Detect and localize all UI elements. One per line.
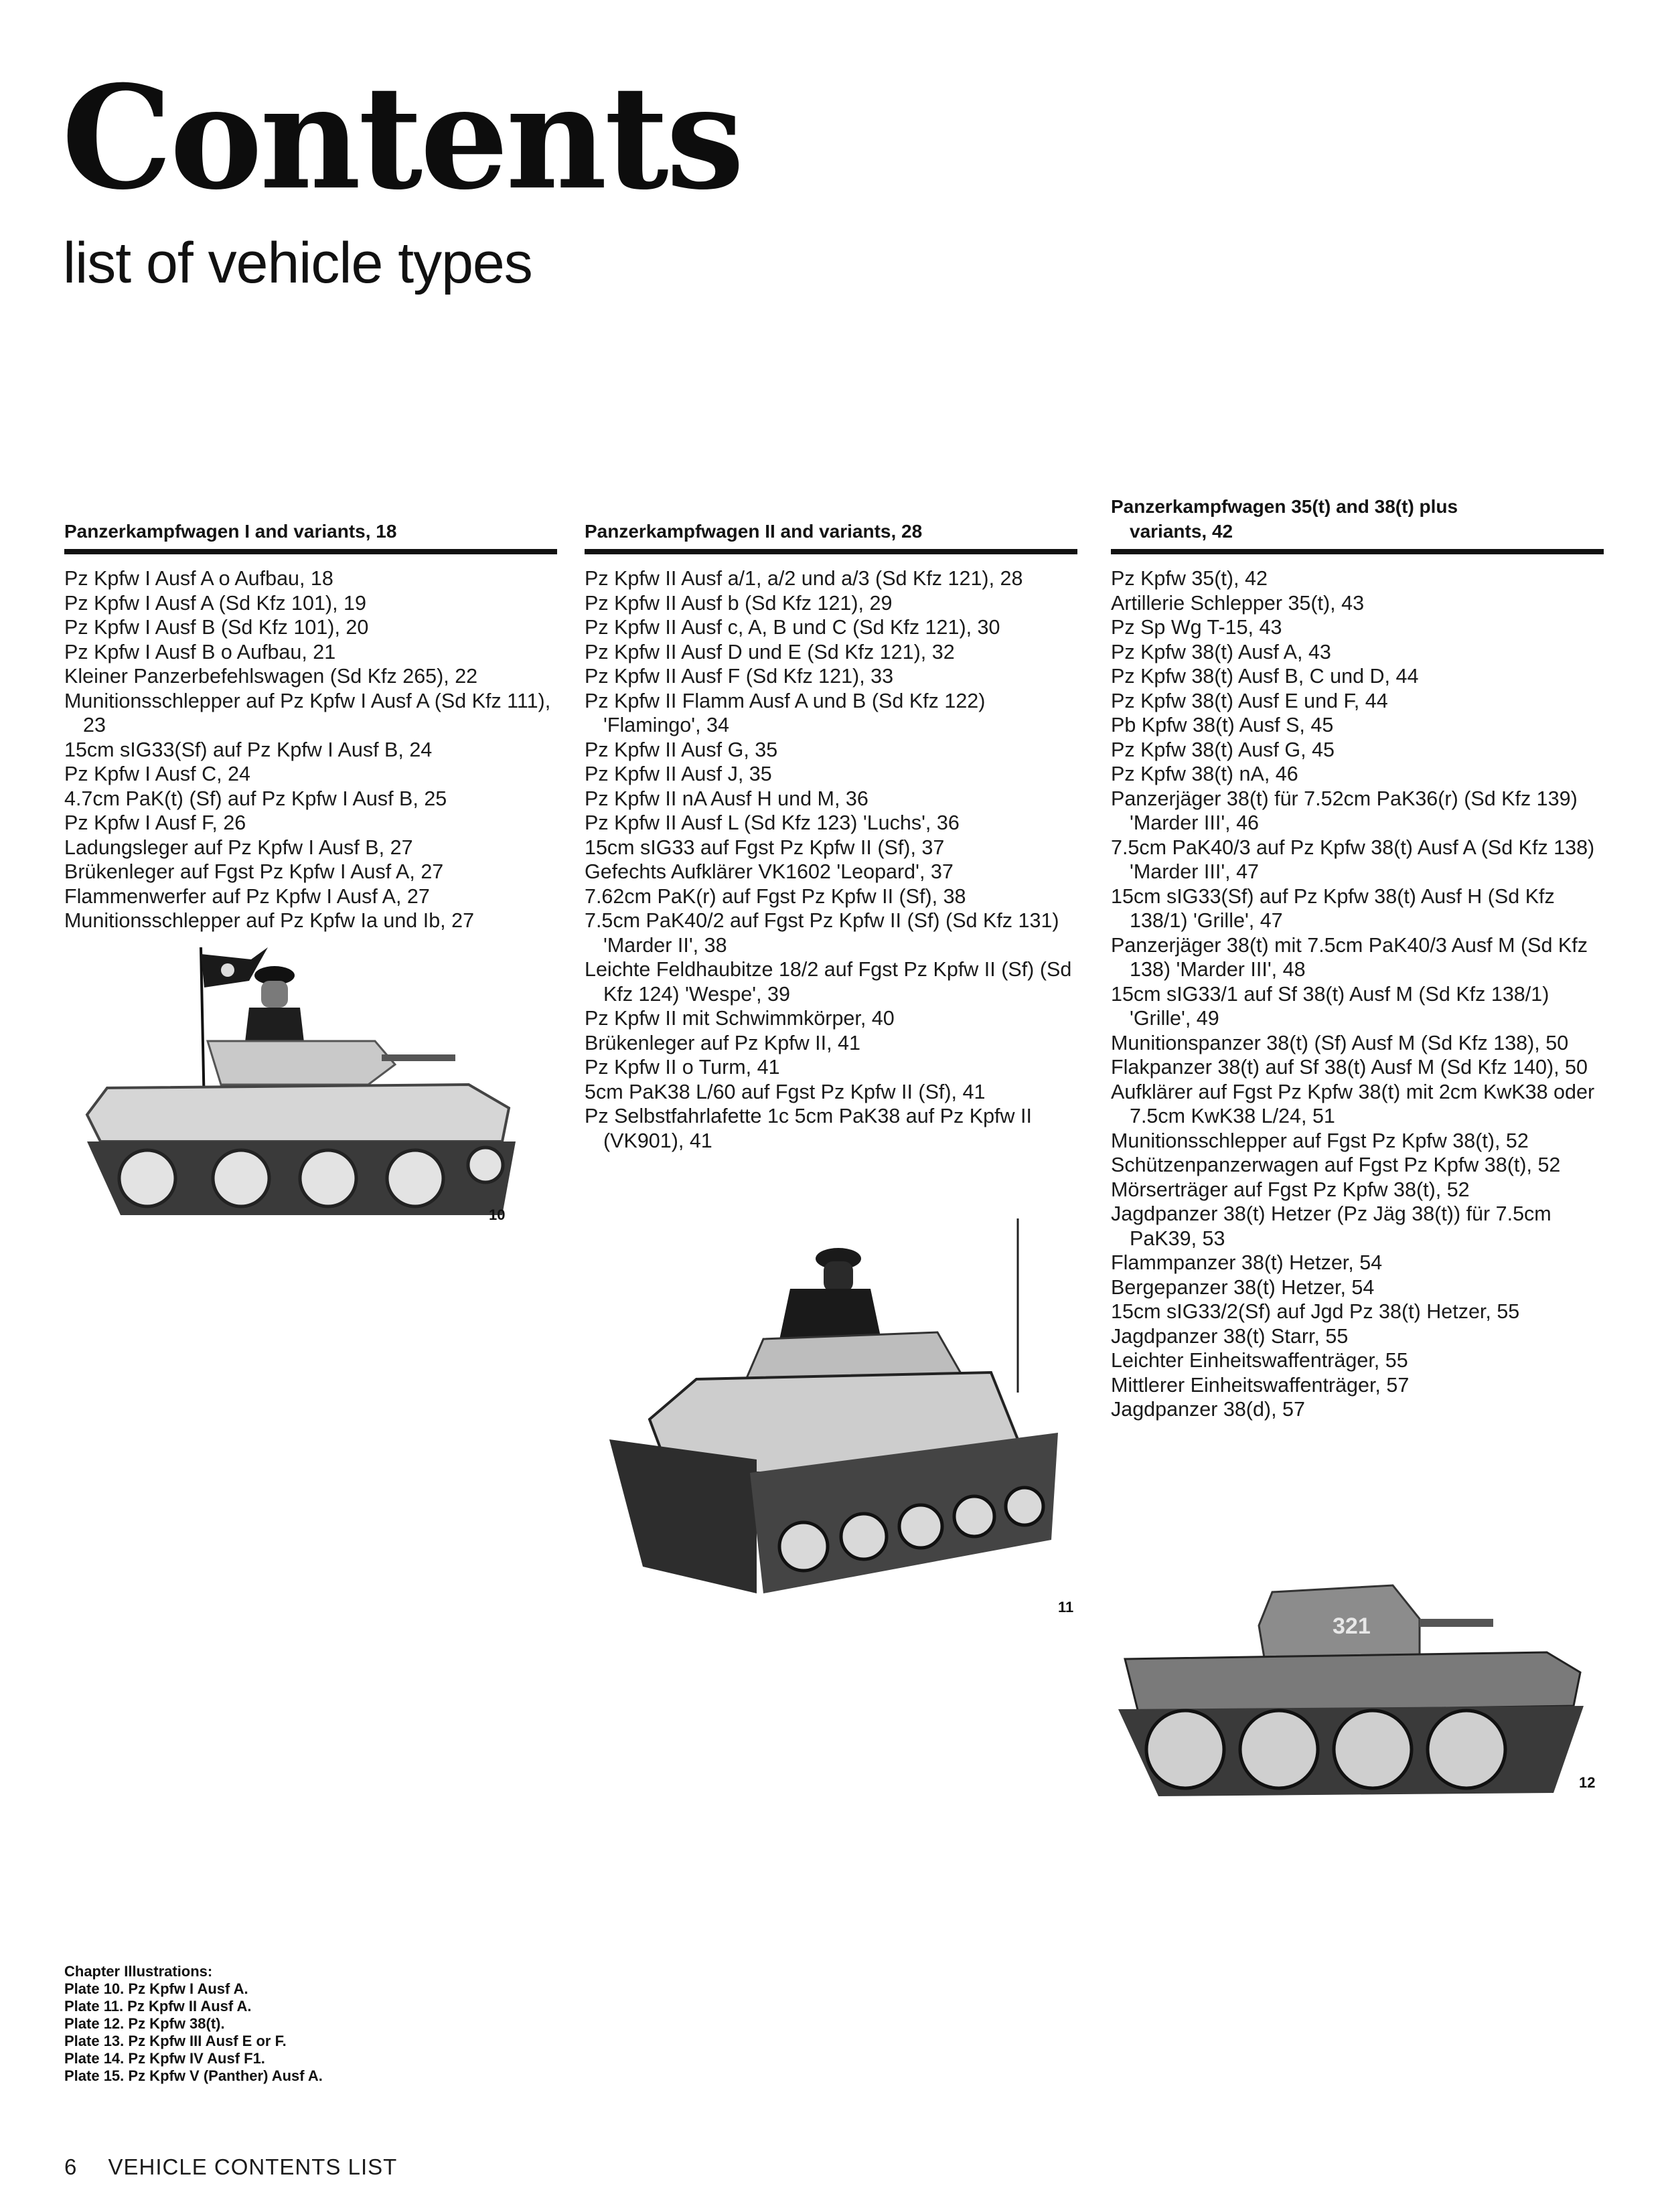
contents-entry: Pz Kpfw II Ausf F (Sd Kfz 121), 33 [585,665,894,688]
contents-entry: Pb Kpfw 38(t) Ausf S, 45 [1111,714,1334,736]
contents-column-pz38t [1111,489,1604,1422]
contents-entry: Brükenleger auf Pz Kpfw II, 41 [585,1031,860,1054]
contents-entry: Leichte Feldhaubitze 18/2 auf Fgst Pz Kpfw II (Sf) (Sd Kfz 124) 'Wespe', 39 [585,958,1072,1006]
contents-entry: Aufklärer auf Fgst Pz Kpfw 38(t) mit 2cm KwK38 oder 7.5cm KwK38 L/24, 51 [1111,1080,1595,1127]
contents-entry: Pz Kpfw II nA Ausf H und M, 36 [585,787,868,810]
contents-entry: 5cm PaK38 L/60 auf Fgst Pz Kpfw II (Sf), 41 [585,1080,986,1103]
flag-emblem [221,963,234,977]
contents-column-pz1 [64,489,557,933]
contents-entry: Schützenpanzerwagen auf Fgst Pz Kpfw 38(t), 52 [1111,1154,1561,1176]
hull [87,1085,509,1141]
plate-number-12: 12 [1579,1774,1596,1791]
contents-entry: 7.5cm PaK40/2 auf Fgst Pz Kpfw II (Sf) (Sd Kfz 131) 'Marder II', 38 [585,909,1059,957]
contents-entry: 15cm sIG33 auf Fgst Pz Kpfw II (Sf), 37 [585,836,945,859]
crewman-head [824,1261,853,1292]
column-heading-text: Panzerkampfwagen I and variants, 18 [64,521,397,542]
plate-12-tank-illustration [1112,1572,1594,1800]
column-heading [1111,489,1604,554]
contents-entry: Flakpanzer 38(t) auf Sf 38(t) Ausf M (Sd Kfz 140), 50 [1111,1056,1588,1079]
contents-entry: Pz Kpfw II Flamm Ausf A und B (Sd Kfz 122) 'Flamingo', 34 [585,689,986,736]
contents-entry: Gefechts Aufklärer VK1602 'Leopard', 37 [585,860,954,883]
contents-entry: 7.5cm PaK40/3 auf Pz Kpfw 38(t) Ausf A (Sd Kfz 138) 'Marder III', 47 [1111,836,1595,883]
contents-entry: Pz Kpfw II Ausf L (Sd Kfz 123) 'Luchs', 36 [585,811,960,834]
contents-entry: Mittlerer Einheitswaffenträger, 57 [1111,1373,1410,1397]
contents-entry: Jagdpanzer 38(d), 57 [1111,1398,1305,1421]
contents-entry: 15cm sIG33/2(Sf) auf Jgd Pz 38(t) Hetzer, 55 [1111,1300,1520,1323]
contents-entry: Pz Selbstfahrlafette 1c 5cm PaK38 auf Pz Kpfw II (VK901), 41 [585,1105,1032,1152]
contents-entry: Flammpanzer 38(t) Hetzer, 54 [1111,1251,1383,1274]
plate-number-10: 10 [489,1206,506,1223]
contents-entry: Pz Kpfw II Ausf a/1, a/2 und a/3 (Sd Kfz 121), 28 [585,567,1023,590]
caption-line: Plate 11. Pz Kpfw II Ausf A. [64,1998,252,2014]
contents-entry: Pz Kpfw I Ausf B o Aufbau, 21 [64,640,336,663]
contents-entry: Leichter Einheitswaffenträger, 55 [1111,1349,1408,1372]
contents-entry: Pz Kpfw 38(t) Ausf A, 43 [1111,640,1331,663]
contents-entry: 15cm sIG33/1 auf Sf 38(t) Ausf M (Sd Kfz 138/1) 'Grille', 49 [1111,982,1549,1030]
chapter-illustrations-captions [64,1963,323,2085]
contents-entry: Pz Kpfw II o Turm, 41 [585,1056,780,1079]
contents-entry: Flammenwerfer auf Pz Kpfw I Ausf A, 27 [64,884,430,908]
contents-entry: 4.7cm PaK(t) (Sf) auf Pz Kpfw I Ausf B, 25 [64,787,447,810]
caption-line: Plate 12. Pz Kpfw 38(t). [64,2015,225,2032]
column-heading-text: Panzerkampfwagen II and variants, 28 [585,521,923,542]
contents-entry: Munitionsschlepper auf Pz Kpfw I Ausf A (Sd Kfz 111), 23 [64,689,551,736]
page-footer [64,2154,397,2180]
running-footer-title: VEHICLE CONTENTS LIST [108,2154,398,2179]
contents-list [64,566,557,933]
contents-entry: Pz Kpfw II Ausf b (Sd Kfz 121), 29 [585,591,893,615]
contents-entry: Pz Kpfw II Ausf G, 35 [585,738,778,761]
contents-entry: Pz Kpfw I Ausf A (Sd Kfz 101), 19 [64,591,366,615]
page-title: Contents [62,54,742,221]
turret-number: 321 [1333,1613,1371,1639]
caption-line: Plate 15. Pz Kpfw V (Panther) Ausf A. [64,2067,323,2084]
contents-column-pz2 [585,489,1077,1153]
hull [1125,1652,1580,1713]
contents-entry: Jagdpanzer 38(t) Hetzer (Pz Jäg 38(t)) für 7.5cm PaK39, 53 [1111,1202,1551,1250]
contents-entry: Pz Kpfw II Ausf D und E (Sd Kfz 121), 32 [585,640,955,663]
contents-entry: Panzerjäger 38(t) für 7.52cm PaK36(r) (Sd Kfz 139) 'Marder III', 46 [1111,787,1578,834]
contents-entry: Pz Kpfw II Ausf J, 35 [585,763,772,785]
left-track [609,1439,757,1593]
main-gun [1420,1619,1493,1627]
contents-entry: Mörserträger auf Fgst Pz Kpfw 38(t), 52 [1111,1178,1470,1201]
contents-entry: Munitionspanzer 38(t) (Sf) Ausf M (Sd Kfz 138), 50 [1111,1031,1569,1054]
contents-entry: Jagdpanzer 38(t) Starr, 55 [1111,1324,1349,1348]
contents-entry: Munitionsschlepper auf Pz Kpfw Ia und Ib, 27 [64,909,475,932]
contents-entry: Pz Kpfw II Ausf c, A, B und C (Sd Kfz 121), 30 [585,616,1000,639]
contents-entry: Pz Sp Wg T-15, 43 [1111,616,1282,639]
contents-entry: Pz Kpfw I Ausf F, 26 [64,811,246,834]
contents-entry: Bergepanzer 38(t) Hetzer, 54 [1111,1275,1375,1299]
contents-entry: 15cm sIG33(Sf) auf Pz Kpfw 38(t) Ausf H (Sd Kfz 138/1) 'Grille', 47 [1111,884,1555,932]
contents-entry: Pz Kpfw I Ausf A o Aufbau, 18 [64,567,333,590]
contents-list [1111,566,1604,1422]
plate-11-tank-illustration [589,1218,1071,1607]
contents-entry: Munitionsschlepper auf Fgst Pz Kpfw 38(t), 52 [1111,1129,1529,1152]
commander-head [261,981,288,1008]
page-subtitle: list of vehicle types [63,231,532,295]
turret [208,1041,395,1085]
column-heading-text: Panzerkampfwagen 35(t) and 38(t) plus [1111,496,1458,517]
contents-entry: Pz Kpfw 38(t) Ausf G, 45 [1111,738,1335,761]
flag [201,947,268,988]
contents-entry: Artillerie Schlepper 35(t), 43 [1111,591,1365,615]
plate-number-11: 11 [1058,1599,1074,1615]
contents-entry: Ladungsleger auf Pz Kpfw I Ausf B, 27 [64,836,413,859]
contents-entry: Panzerjäger 38(t) mit 7.5cm PaK40/3 Ausf M (Sd Kfz 138) 'Marder III', 48 [1111,933,1588,981]
contents-entry: Kleiner Panzerbefehlswagen (Sd Kfz 265), 22 [64,665,478,688]
page-number: 6 [64,2154,78,2179]
caption-line: Plate 10. Pz Kpfw I Ausf A. [64,1980,248,1997]
contents-entry: Pz Kpfw 38(t) Ausf B, C und D, 44 [1111,665,1419,688]
contents-entry: Brükenleger auf Fgst Pz Kpfw I Ausf A, 27 [64,860,444,883]
column-heading [64,489,557,554]
contents-entry: Pz Kpfw 38(t) nA, 46 [1111,763,1298,785]
captions-heading: Chapter Illustrations: [64,1963,213,1980]
contents-entry: Pz Kpfw II mit Schwimmkörper, 40 [585,1007,895,1030]
column-heading [585,489,1077,554]
machine-gun [382,1054,455,1061]
caption-line: Plate 13. Pz Kpfw III Ausf E or F. [64,2033,287,2049]
contents-entry: Pz Kpfw I Ausf C, 24 [64,763,251,785]
contents-entry: Pz Kpfw 35(t), 42 [1111,567,1268,590]
caption-line: Plate 14. Pz Kpfw IV Ausf F1. [64,2050,265,2067]
contents-list [585,566,1077,1153]
contents-entry: Pz Kpfw 38(t) Ausf E und F, 44 [1111,689,1388,712]
column-heading-text-cont: variants, 42 [1130,521,1233,542]
contents-entry: 7.62cm PaK(r) auf Fgst Pz Kpfw II (Sf), 38 [585,884,966,908]
contents-entry: Pz Kpfw I Ausf B (Sd Kfz 101), 20 [64,616,369,639]
contents-entry: 15cm sIG33(Sf) auf Pz Kpfw I Ausf B, 24 [64,738,433,761]
plate-10-tank-illustration [74,941,542,1222]
